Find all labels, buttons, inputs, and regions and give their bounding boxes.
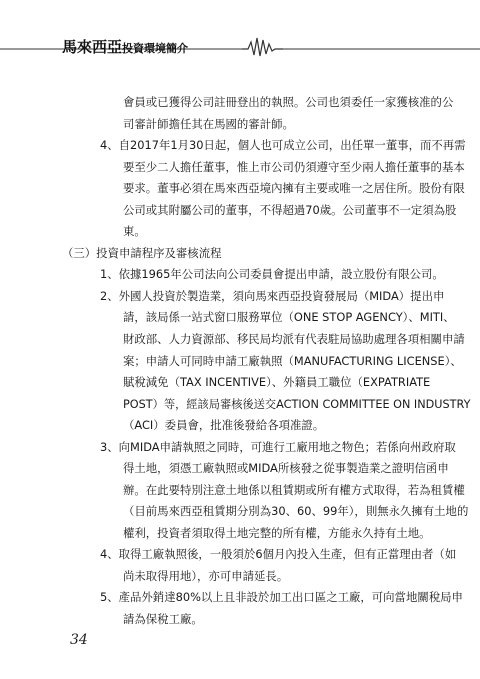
- text-line: 辦。在此要特別注意土地係以租賃期或所有權方式取得，若為租賃權: [123, 482, 465, 497]
- text-line: 得土地，須憑工廠執照或MIDA所核發之從事製造業之證明信函申: [123, 461, 449, 476]
- text-line: 財政部、人力資源部、移民局均派有代表駐局協助處理各項相關申請: [123, 331, 465, 346]
- text-line: POST）等，經該局審核後送交ACTION COMMITTEE ON INDUSTRY: [123, 396, 471, 411]
- text-line: 案；申請人可同時申請工廠執照（MANUFACTURING LICENSE）、: [123, 353, 462, 368]
- text-line: 請為保稅工廠。: [123, 612, 203, 626]
- text-line: 請，該局係一站式窗口服務單位（ONE STOP AGENCY）、MITI、: [123, 310, 455, 325]
- text-line: 要求。董事必須在馬來西亞境內擁有主要或唯一之居住所。股份有限: [123, 181, 465, 196]
- text-line: 要至少二人擔任董事，惟上市公司仍須遵守至少兩人擔任董事的基本: [123, 159, 465, 174]
- section-heading: （三）投資申請程序及審核流程: [62, 245, 222, 260]
- header-title: [62, 36, 188, 57]
- text-line: （目前馬來西亞租賃期分別為30、60、99年），則無永久擁有土地的: [123, 504, 469, 519]
- text-line: 2、外國人投資於製造業，須向馬來西亞投資發展局（MIDA）提出申: [100, 288, 445, 303]
- text-line: 3、向MIDA申請執照之同時，可進行工廠用地之物色；若係向州政府取: [100, 439, 456, 454]
- text-line: 權利，投資者須取得土地完整的所有權，方能永久持有土地。: [123, 525, 431, 540]
- header-title-main: 馬來西亞: [62, 38, 123, 56]
- text-line: 會員或已獲得公司註冊登出的執照。公司也須委任一家獲核准的公: [123, 95, 454, 109]
- text-line: 4、自2017年1月30日起，個人也可成立公司，出任單一董事，而不再需: [100, 138, 466, 153]
- text-line: 5、產品外銷達80%以上且非設於加工出口區之工廠，可向當地關稅局申: [100, 590, 463, 605]
- text-line: 司審計師擔任其在馬國的審計師。: [123, 116, 294, 131]
- text-line: （ACI）委員會，批准後發給各項准證。: [123, 418, 325, 433]
- text-line: 東。: [123, 224, 146, 239]
- text-line: 賦稅減免（TAX INCENTIVE）、外籍員工職位（EXPATRIATE: [123, 375, 431, 390]
- page-number: 34: [70, 632, 88, 648]
- text-line: 尚未取得用地），亦可申請延長。: [123, 568, 289, 583]
- page-header: [0, 0, 480, 60]
- text-line: 1、依據1965年公司法向公司委員會提出申請，設立股份有限公司。: [100, 267, 444, 282]
- header-title-sub: 投資環境簡介: [122, 42, 189, 55]
- text-line: 公司或其附屬公司的董事，不得超過70歲。公司董事不一定須為股: [123, 202, 457, 217]
- text-line: 4、取得工廠執照後，一般須於6個月內投入生產，但有正當理由者（如: [100, 547, 457, 562]
